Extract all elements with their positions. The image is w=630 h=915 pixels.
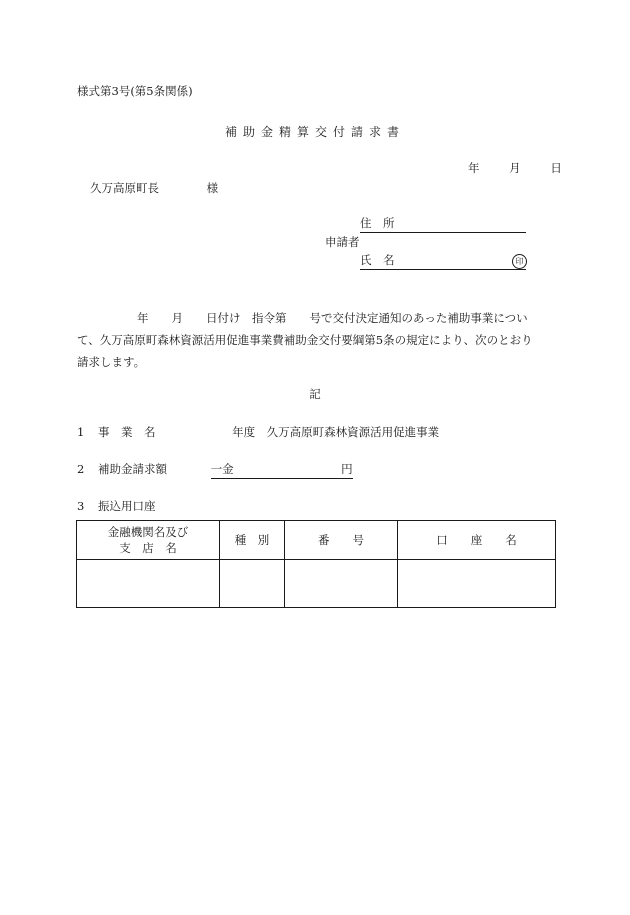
body-line-1: 年 月 日付け 指令第 号で交付決定通知のあった補助事業につい	[137, 311, 528, 325]
item-amount-number: 2	[77, 462, 85, 476]
addressee-honorific: 様	[206, 181, 219, 195]
date-day: 日	[550, 161, 562, 175]
number-cell[interactable]	[285, 560, 398, 608]
type-cell[interactable]	[220, 560, 285, 608]
item-amount	[77, 464, 353, 479]
applicant-label: 申請者	[325, 235, 360, 249]
addressee-name: 久万高原町長	[90, 181, 159, 195]
account-name-cell[interactable]	[398, 560, 556, 608]
account-table	[76, 520, 556, 608]
date-year: 年	[468, 161, 480, 175]
header-type: 種 別	[220, 521, 285, 560]
date-month: 月	[509, 161, 521, 175]
seal-mark: 印	[512, 254, 527, 269]
item-project	[77, 427, 439, 439]
header-bank-branch: 金融機関名及び 支 店 名	[77, 521, 220, 560]
addressee	[90, 183, 218, 195]
amount-field[interactable]	[211, 464, 353, 479]
amount-unit: 円	[341, 462, 353, 476]
bank-branch-cell[interactable]	[77, 560, 220, 608]
header-number: 番 号	[285, 521, 398, 560]
body-line-2: て、久万高原町森林資源活用促進事業費補助金交付要綱第5条の規定により、次のとおり	[77, 333, 533, 347]
address-label: 住 所	[360, 216, 395, 230]
header-account-name: 口 座 名	[398, 521, 556, 560]
item-amount-label: 補助金請求額	[97, 462, 167, 476]
document-title: 補助金精算交付請求書	[224, 125, 405, 139]
account-table-header	[77, 521, 556, 560]
form-number: 様式第3号(第5条関係)	[77, 84, 193, 98]
item-project-number: 1	[77, 425, 85, 439]
item-account-number: 3	[77, 499, 85, 513]
item-account-label: 振込用口座	[97, 499, 156, 513]
body-line-3: 請求します。	[77, 355, 146, 369]
address-field[interactable]	[360, 218, 526, 233]
date-line	[468, 163, 562, 175]
item-project-label: 事 業 名	[97, 425, 156, 439]
amount-prefix: 一金	[210, 462, 234, 476]
name-field[interactable]	[360, 255, 526, 270]
account-table-row	[77, 560, 556, 608]
item-account	[77, 501, 155, 513]
request-body	[77, 307, 553, 373]
item-project-value: 年度 久万高原町森林資源活用促進事業	[232, 425, 440, 439]
name-label: 氏 名	[360, 253, 395, 267]
ki-heading: 記	[309, 387, 321, 401]
